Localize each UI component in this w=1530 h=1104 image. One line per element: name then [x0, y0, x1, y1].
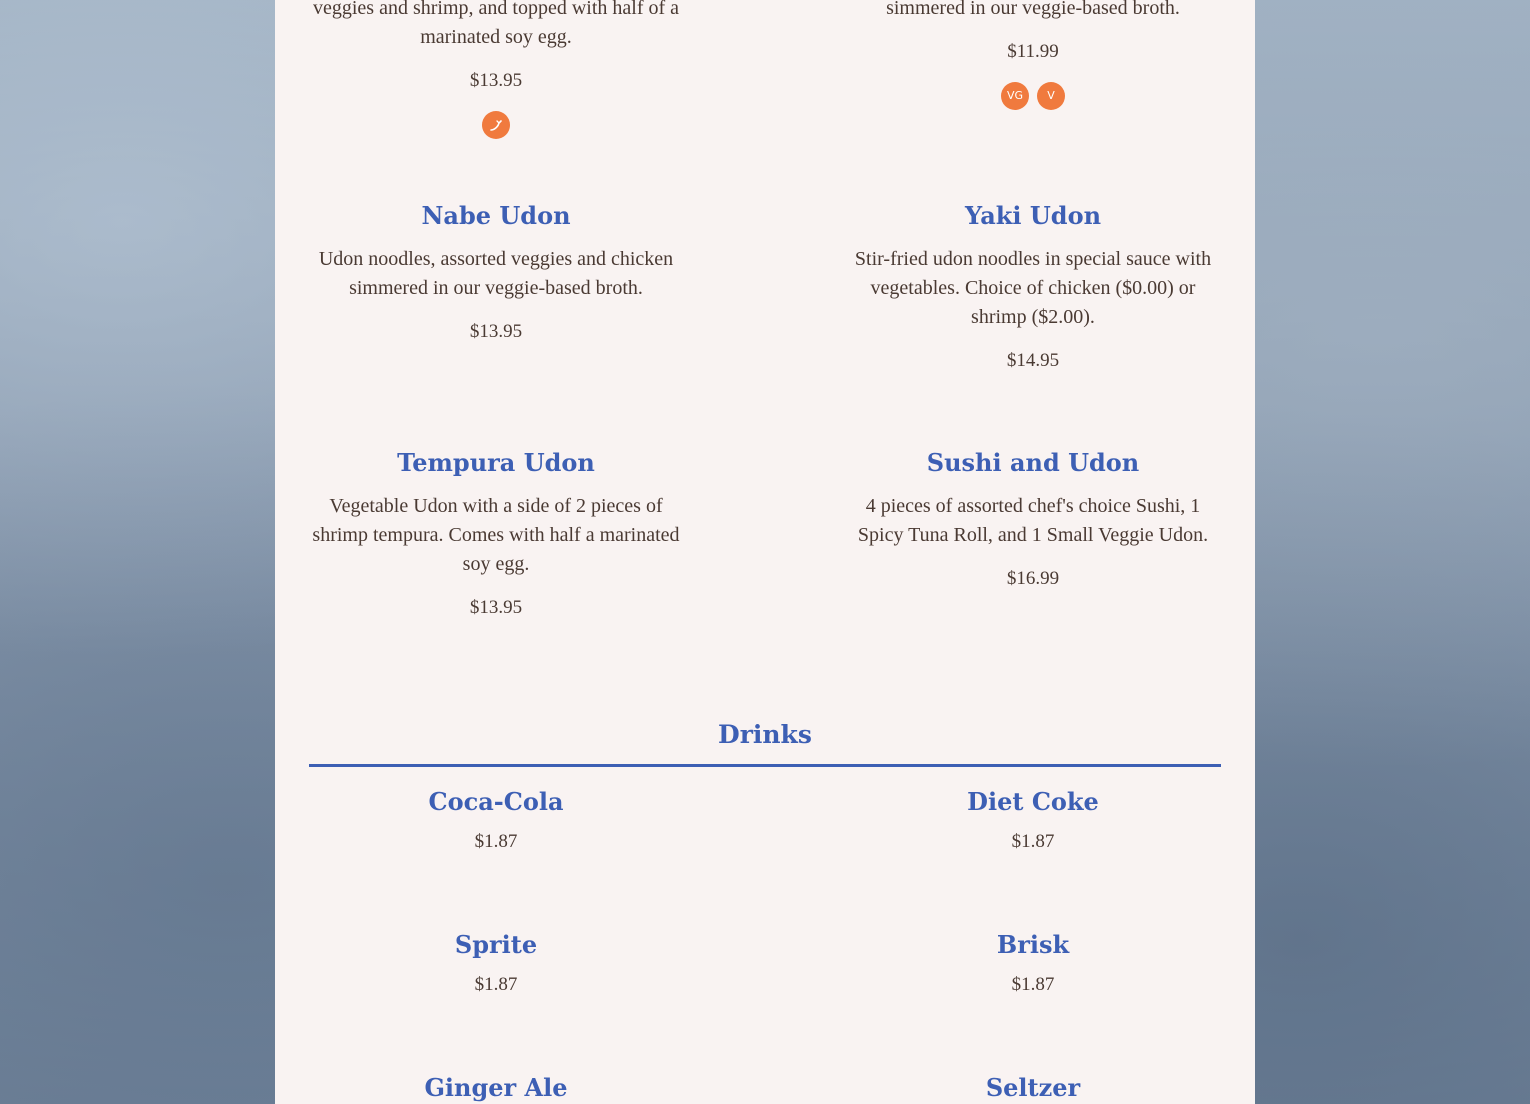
drink-item — [846, 930, 1220, 997]
section-divider — [309, 764, 1221, 767]
dietary-badges — [309, 111, 683, 139]
section-title-drinks: Drinks — [718, 720, 812, 749]
drink-item — [309, 787, 683, 854]
menu-item-price: $13.95 — [469, 321, 523, 342]
drink-price: $1.87 — [474, 974, 518, 995]
drink-title: Seltzer — [985, 1073, 1081, 1102]
menu-item-description: veggies and shrimp, and topped with half of a marinated soy egg. — [312, 0, 680, 48]
menu-item-title: Nabe Udon — [421, 201, 571, 230]
menu-item-title: Yaki Udon — [964, 201, 1102, 230]
drink-item — [309, 930, 683, 997]
menu-item — [846, 448, 1220, 591]
menu-item-description: simmered in our veggie-based broth. — [886, 0, 1180, 19]
menu-item-partial-right — [846, 0, 1220, 110]
drink-item — [846, 1073, 1220, 1103]
menu-item-price: $13.95 — [469, 597, 523, 618]
drink-price: $1.87 — [1011, 974, 1055, 995]
menu-item-description: Vegetable Udon with a side of 2 pieces of shrimp tempura. Comes with half a marinated soy egg. — [312, 495, 680, 575]
drink-title: Diet Coke — [967, 787, 1099, 816]
menu-item-description: Stir-fried udon noodles in special sauce with vegetables. Choice of chicken ($0.00) or shrimp ($2.00). — [854, 248, 1212, 328]
dietary-badges — [846, 82, 1220, 110]
drink-item — [846, 787, 1220, 854]
drink-title: Ginger Ale — [424, 1073, 568, 1102]
drink-price: $1.87 — [1011, 831, 1055, 852]
menu-item — [309, 201, 683, 344]
vegetarian-icon: VG — [1001, 82, 1029, 110]
menu-panel — [275, 0, 1255, 1104]
menu-item-title: Tempura Udon — [397, 448, 595, 477]
drink-title: Sprite — [454, 930, 538, 959]
drink-title: Coca-Cola — [428, 787, 564, 816]
menu-item-price: $11.99 — [1007, 41, 1059, 62]
drink-price: $1.87 — [474, 831, 518, 852]
menu-item-price: $13.95 — [469, 70, 523, 91]
menu-item-description: Udon noodles, assorted veggies and chicken simmered in our veggie-based broth. — [318, 248, 674, 299]
menu-item-price: $14.95 — [1006, 350, 1060, 371]
vegan-icon: V — [1037, 82, 1065, 110]
menu-item-description: 4 pieces of assorted chef's choice Sushi, 1 Spicy Tuna Roll, and 1 Small Veggie Udon. — [857, 495, 1209, 546]
menu-item — [846, 201, 1220, 373]
menu-item-title: Sushi and Udon — [926, 448, 1140, 477]
menu-item-partial-left — [309, 0, 683, 139]
menu-item-price: $16.99 — [1006, 568, 1060, 589]
drink-item — [309, 1073, 683, 1103]
spicy-pepper-icon — [482, 111, 510, 139]
menu-item — [309, 448, 683, 620]
drink-title: Brisk — [996, 930, 1070, 959]
